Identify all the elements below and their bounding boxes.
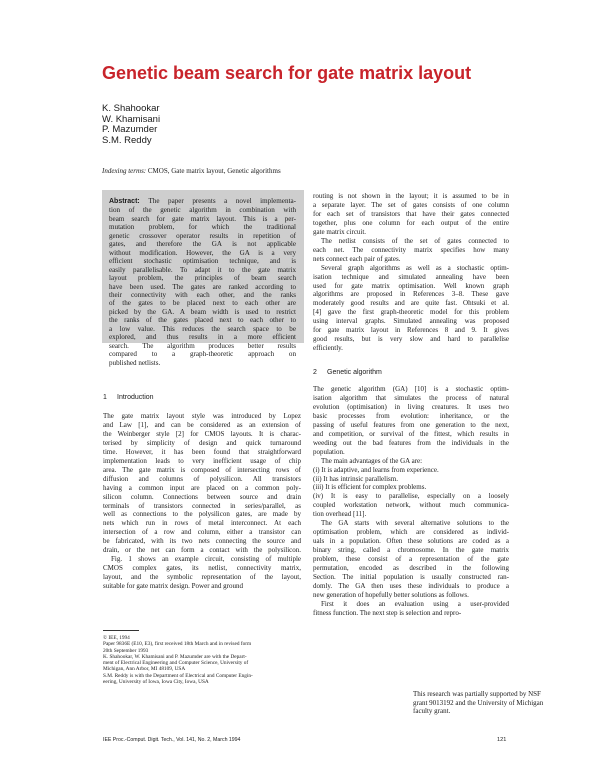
section-number: 2 — [313, 369, 317, 376]
abstract-line-text: The paper presents a novel implementa- — [148, 197, 296, 205]
abstract-line: gates, and therefore the GA is not applicable — [109, 240, 296, 249]
text-line: [4] gave the first graph-theoretic model for this problem — [313, 308, 509, 317]
abstract-line: efficient stochastic optimisation technique, and is — [109, 257, 296, 266]
section-genetic-algorithm — [313, 368, 509, 618]
text-line: permutation, encoded as described in the following — [313, 564, 509, 573]
text-line: moderately good results and are quite fast. Ohtsuki et al. — [313, 299, 509, 308]
text-line: evolution (optimisation) in living creatures. It uses two — [313, 402, 509, 411]
abstract-line: without modification. However, the GA is a very — [109, 248, 296, 257]
footnote-line: S.M. Reddy is with the Department of Electrical and Computer Engin- — [103, 672, 253, 679]
text-line: Section. The initial population is usually constructed ran- — [313, 573, 509, 582]
text-line: isation technique and simulated annealing have been — [313, 272, 509, 281]
abstract-line: the ranks of the gates placed next to each other to — [109, 316, 296, 325]
text-line: problem, these consist of a representation of the gate — [313, 555, 509, 564]
abstract-line: have been used. The gates are ranked according to — [109, 282, 296, 291]
abstract-line: picked by the GA. A beam width is used to restrict — [109, 307, 296, 316]
author-name: S.M. Reddy — [102, 134, 152, 146]
text-line: and competition, or survival of the fittest, which results in — [313, 429, 509, 438]
indexing-terms-label: Indexing terms: — [102, 167, 147, 175]
footnotes — [103, 635, 301, 685]
abstract-line: published netlists. — [109, 358, 161, 367]
abstract-line: easily parallelisable. To adapt it to the gate matrix — [109, 265, 296, 274]
text-line: tion overhead [11]. — [313, 510, 367, 519]
abstract-line: compared to a graph-theoretic approach on — [109, 350, 296, 359]
text-line: nets connect each pair of gates. — [313, 254, 401, 263]
abstract-text — [109, 197, 296, 367]
footnote-line: Paper 9836E (E10, E3), first received 18th March and in revised form — [103, 641, 252, 648]
section-heading — [103, 393, 301, 402]
section-title: Genetic algorithm — [327, 369, 382, 376]
text-line: First it does an evaluation using a user-provided — [321, 599, 509, 608]
text-line: binary string, called a chromosome. In the gate matrix — [313, 546, 509, 555]
author-name: K. Shahookar — [102, 103, 160, 114]
text-line: area. The gate matrix is composed of intersecting rows of — [103, 465, 301, 474]
text-line: suitable for gate matrix design. Power and ground — [103, 582, 243, 591]
genetic-algorithm-body — [313, 385, 509, 618]
text-line: Several graph algorithms as well as a stochastic optim- — [321, 263, 509, 272]
text-line: The genetic algorithm (GA) [10] is a stochastic optim- — [313, 385, 509, 393]
text-line: time. However, it has been found that straightforward — [103, 447, 301, 456]
abstract-label: Abstract: — [109, 198, 149, 205]
abstract-line — [109, 197, 296, 206]
text-line: the Weinberger style [2] for CMOS layouts. It is charac- — [103, 429, 301, 438]
text-line: weeding out the bad features from the individuals in the — [313, 438, 509, 447]
right-column-intro — [313, 192, 509, 353]
abstract-line: genetic crossover operator results in repetition of — [109, 231, 296, 240]
text-line: intersection of a row and column, either a transistor can — [103, 528, 301, 537]
text-line: The gate matrix layout style was introduced by Lopez — [103, 412, 301, 420]
abstract-line: mutation problem, for which the traditional — [109, 223, 296, 232]
text-line: for each set of transistors that have their gates connected — [313, 209, 509, 218]
text-line: implementation leads to very inefficient usage of chip — [103, 456, 301, 465]
text-line: well as connections to the polysilicon gates, are made by — [103, 510, 301, 519]
text-line: each net. The connectivity matrix specifies how many — [313, 245, 509, 254]
footnote-rule — [103, 630, 139, 631]
text-line: new generation of hopefully better solutions as follows. — [313, 590, 469, 599]
text-line: The main advantages of the GA are: — [321, 456, 423, 465]
text-line: layout, and the symbolic representation of the layout, — [103, 573, 301, 582]
text-line: together, plus one column for each output of the entire — [313, 218, 509, 227]
section-heading — [313, 368, 509, 377]
text-line: passing of useful features from one generation to the next, — [313, 420, 509, 429]
text-line: and Law [1], and can be considered as an extension of — [103, 420, 301, 429]
text-line: (iii) It is efficient for complex problems. — [313, 483, 427, 492]
author-list — [102, 104, 302, 146]
grant-line: faculty grant. — [413, 707, 451, 716]
abstract-line: search. The algorithm produces better results — [109, 341, 296, 350]
text-line: gate matrix circuit. — [313, 227, 367, 236]
text-line: uals in a population. Often these solutions are coded as a — [313, 537, 509, 546]
text-line: terminals of transistors connected in series/parallel, as — [103, 501, 301, 510]
text-line: basic processes from evolution: inheritance, or the — [313, 411, 509, 420]
abstract-line: their connectivity with each other, and the ranks — [109, 290, 296, 299]
journal-footer: IEE Proc.-Comput. Digit. Tech., Vol. 141, No. 2, March 1994 — [103, 737, 241, 743]
text-line: Fig. 1 shows an example circuit, consisting of multiple — [111, 555, 301, 564]
text-line: silicon column. Connections between source and drain — [103, 492, 301, 501]
text-line: using interval graphs. Simulated annealing was proposed — [313, 317, 509, 326]
indexing-terms-text: CMOS, Gate matrix layout, Genetic algorithms — [147, 167, 281, 175]
abstract-line: layout problem, the principles of beam search — [109, 274, 296, 283]
abstract-line: of the gates to be placed next to each other are — [109, 299, 296, 308]
paper-title: Genetic beam search for gate matrix layout — [102, 63, 472, 83]
footnote-line: K. Shahookar, W. Khamisani and P. Mazumder are with the Depart- — [103, 653, 247, 660]
text-line: population. — [313, 447, 345, 456]
text-line: efficiently. — [313, 344, 343, 353]
text-line: (i) It is adaptive, and learns from experience. — [313, 465, 439, 474]
text-line: routing is not shown in the layout; it is assumed to be in — [313, 192, 509, 200]
abstract-line: explored, and thus results in a more efficient — [109, 333, 296, 342]
text-line: domly. The GA then uses these individuals to produce a — [313, 581, 509, 590]
footnote-line: 20th September 1993 — [103, 647, 149, 654]
abstract-line: tion of the genetic algorithm in combination with — [109, 206, 296, 215]
abstract-line: a low value. This reduces the search space to be — [109, 324, 296, 333]
text-line: be fabricated, with its two nets connecting the source and — [103, 537, 301, 546]
author-name: W. Khamisani — [102, 113, 161, 125]
abstract-box — [102, 190, 304, 367]
grant-line: grant 9013192 and the University of Michigan — [413, 698, 544, 707]
text-line: used for gate matrix optimisation. Well known graph — [313, 281, 509, 290]
text-line: CMOS complex gates, its netlist, connectivity matrix, — [103, 564, 301, 573]
text-line: having a common input are placed on a common poly- — [103, 483, 301, 492]
text-line: coupled workstation network, without much communica- — [313, 501, 509, 510]
text-line: diffusion and columns of polysilicon. All transistors — [103, 474, 301, 483]
footnote-line: eering, University of Iowa, Iowa City, Iowa, USA — [103, 679, 209, 686]
page-number: 121 — [497, 737, 507, 743]
author-name: P. Mazumder — [102, 124, 158, 135]
indexing-terms — [102, 167, 352, 176]
footnote-line: Michigan, Ann Arbor, MI 48109, USA — [103, 666, 186, 673]
text-line: algorithms are proposed in References 3–8. These gave — [313, 290, 509, 299]
text-line: terised by simplicity of design and quick turnaround — [103, 438, 301, 447]
text-line: The netlist consists of the set of gates connected to — [321, 236, 509, 245]
text-line: The GA starts with several alternative solutions to the — [321, 519, 509, 528]
section-introduction — [103, 393, 301, 591]
text-line: drain, or the net can form a contact with the polysilicon. — [103, 546, 301, 555]
text-line: for gate matrix layout in References 8 and 9. It gives — [313, 326, 509, 335]
section-number: 1 — [103, 394, 107, 401]
introduction-continued — [313, 192, 509, 353]
footnote-line: © IEE, 1994 — [103, 635, 130, 641]
text-line: isation algorithm that simulates the process of natural — [313, 393, 509, 402]
grant-acknowledgement — [413, 690, 544, 730]
text-line: (ii) It has intrinsic parallelism. — [313, 474, 398, 483]
text-line: nets which run in rows of metal interconnect. At each — [103, 519, 301, 528]
text-line: optimisation problem, which are considered as individ- — [313, 528, 509, 537]
introduction-body — [103, 412, 301, 591]
text-line: good results, but is very slow and hard to parallelise — [313, 335, 509, 344]
text-line: a separate layer. The set of gates consists of one column — [313, 200, 509, 209]
footnote-line: ment of Electrical Engineering and Computer Science, University of — [103, 660, 249, 667]
abstract-line: beam search for gate matrix layout. This is a per- — [109, 214, 296, 223]
text-line: fitness function. The next step is selection and repro- — [313, 608, 462, 617]
grant-line: This research was partially supported by NSF — [413, 690, 541, 698]
section-title: Introduction — [117, 394, 154, 401]
text-line: (iv) It is easy to parallelise, especially on a loosely — [313, 492, 509, 501]
